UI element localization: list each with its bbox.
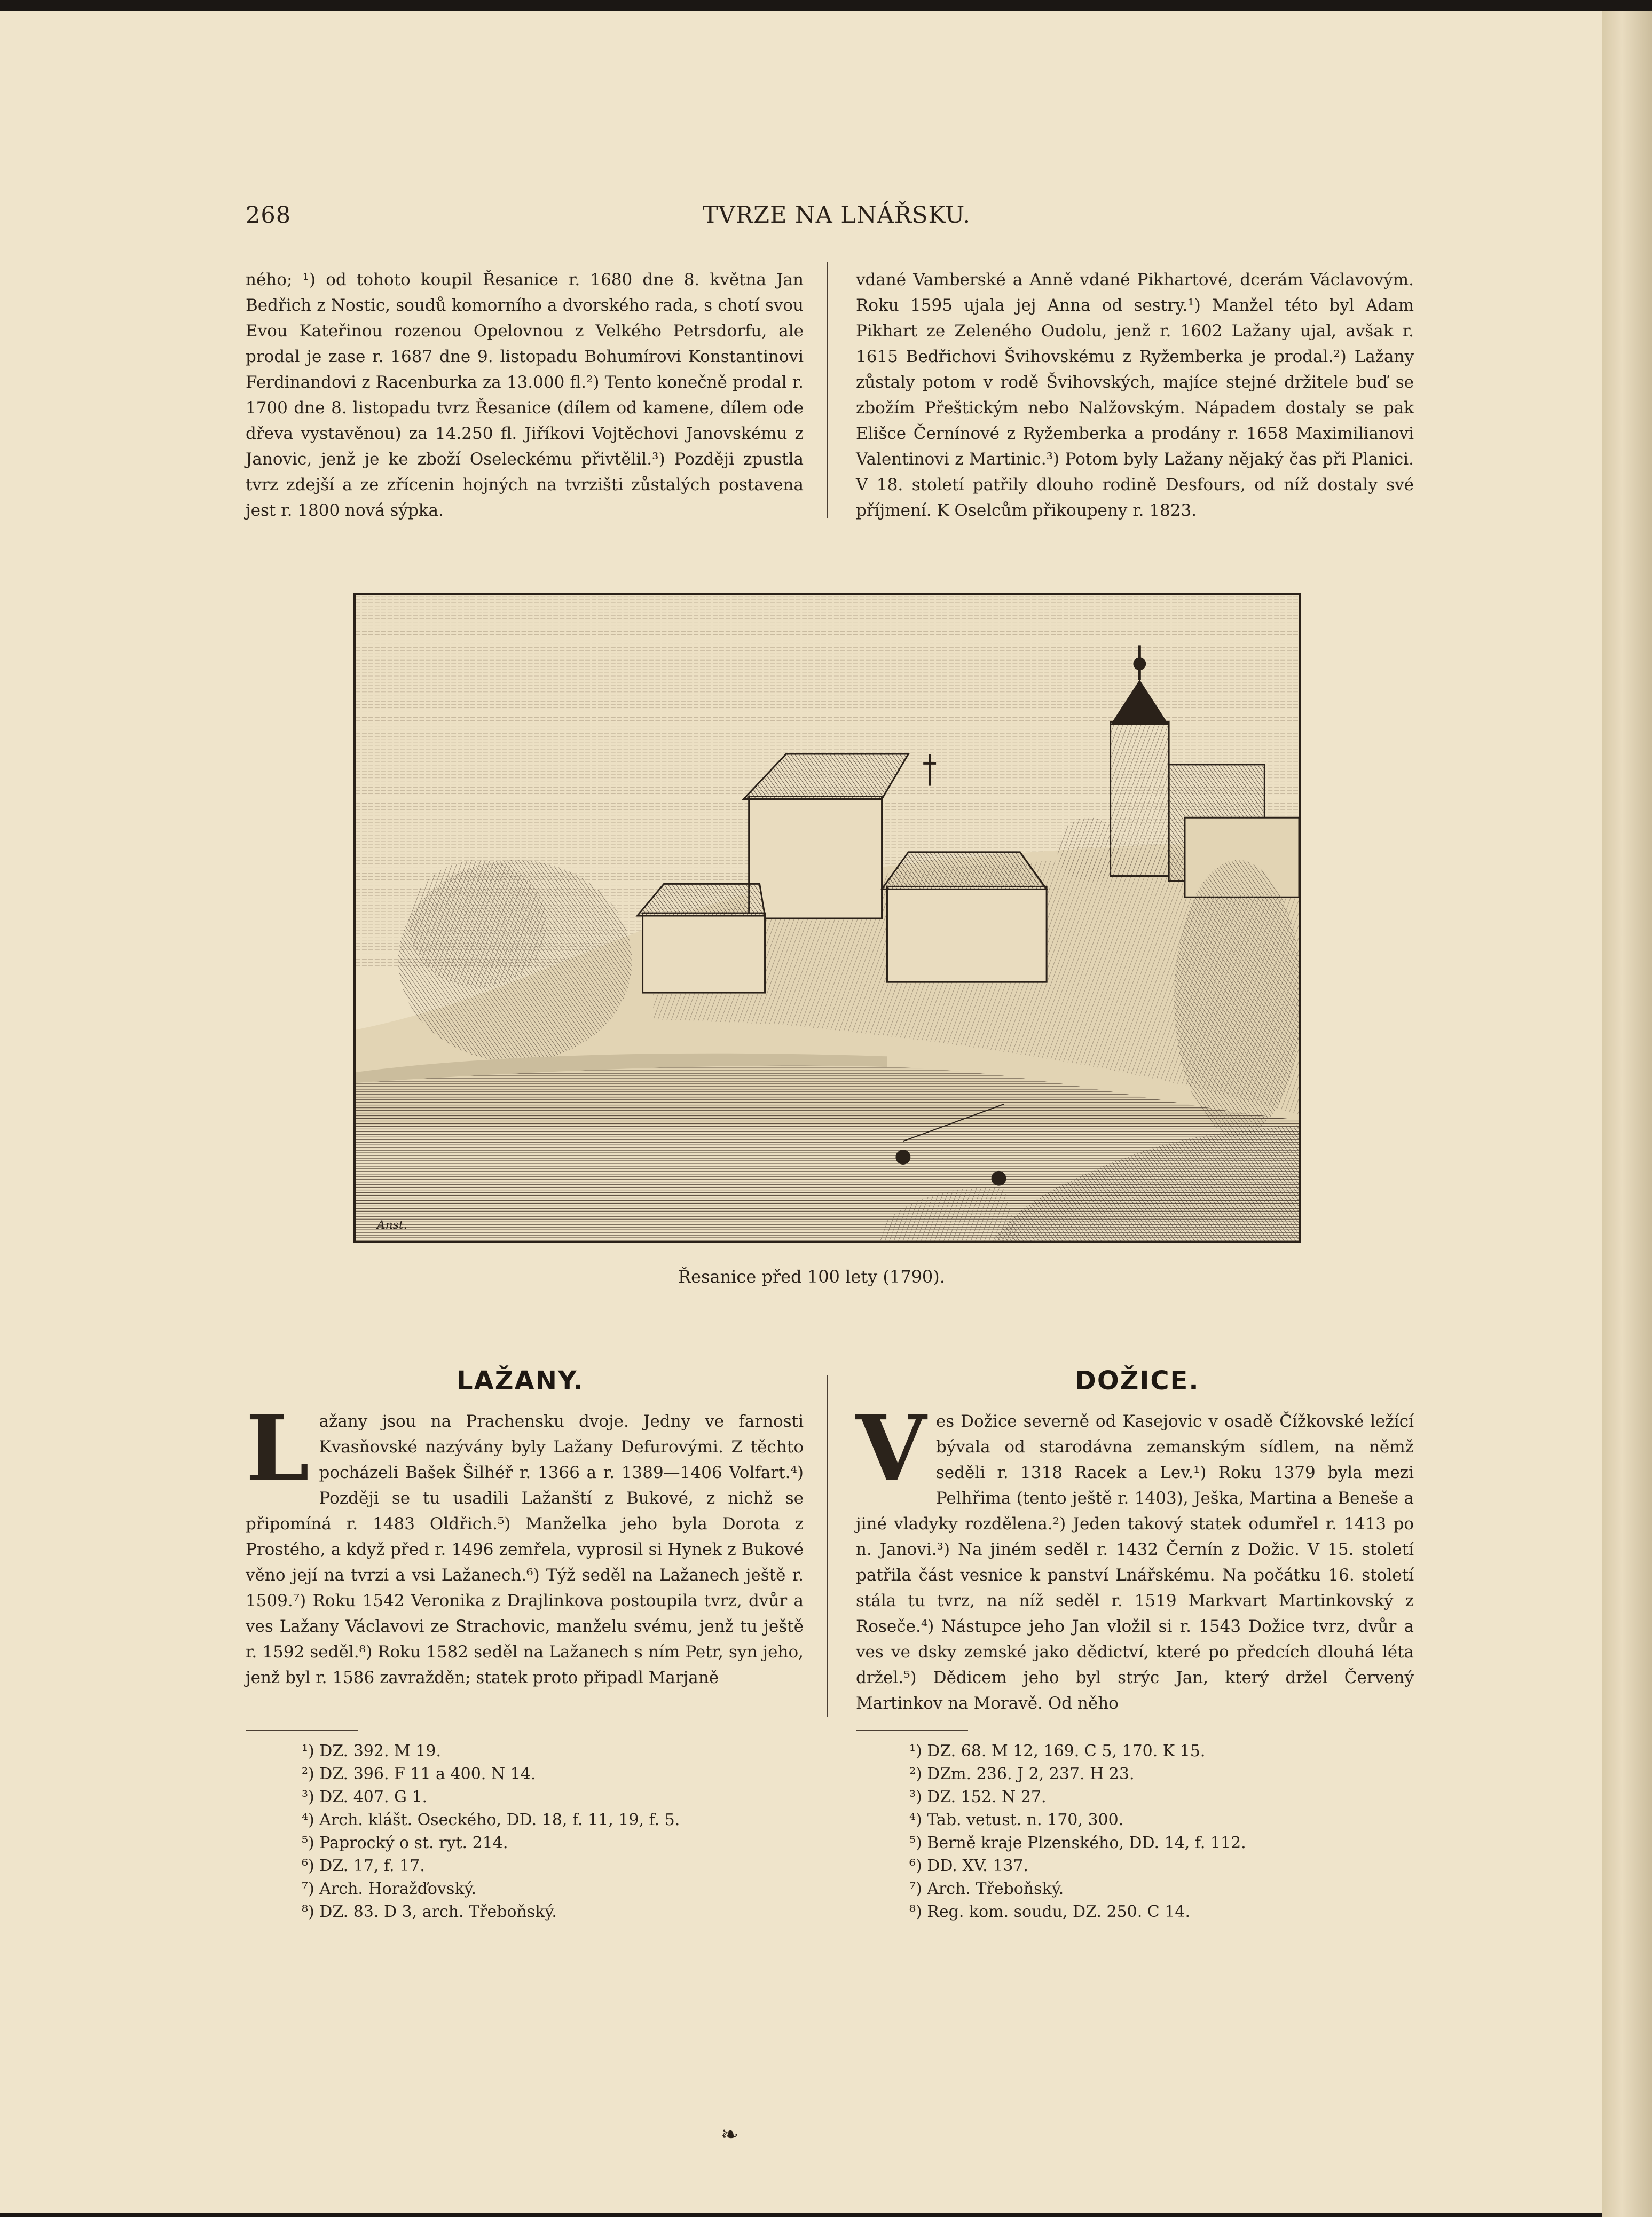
section-title-dozice: DOŽICE. (1075, 1366, 1200, 1396)
dozice-column (856, 1395, 1414, 1716)
engraver-signature: Anst. (376, 1218, 407, 1232)
book-page (0, 11, 1623, 2213)
lazany-paragraph: ažany jsou na Prachensku dvoje. Jedny ve farnosti Kvasňovské nazývány byly Lažany Defurovými. Z těchto pocházeli Bašek Šilhéř r. 1366 a r. 1389—1406 Volfart.⁴) Později se tu usadili Lažanští z Bukové, z nichž se připomíná r. 1483 Oldřich.⁵) Manželka jeho byla Dorota z Prostého, a když před r. 1496 zemřela, vyprosil si Hynek z Bukové věno její na tvrzi a vsi Lažanech.⁶) Týž seděl na Lažanech ještě r. 1509.⁷) Roku 1542 Veronika z Drajlinkova postoupila tvrz, dvůr a ves Lažany Václavovi ze Strachovic, manželu svému, jenž tu ještě r. 1592 seděl.⁸) Roku 1582 seděl na Lažanech s ním Petr, syn jeho, jenž byl r. 1586 zavražděn; statek proto připadl Marjaně (246, 1412, 804, 1687)
footnote-item: ⁴) Tab. vetust. n. 170, 300. (909, 1811, 1124, 1829)
lazany-column (246, 1395, 804, 1691)
footnote-item: ⁶) DZ. 17, f. 17. (302, 1857, 425, 1875)
column-divider-bottom (827, 1375, 828, 1717)
footnote-item: ²) DZm. 236. J 2, 237. H 23. (909, 1765, 1135, 1783)
top-left-paragraph: ného; ¹) od tohoto koupil Řesanice r. 1680 dne 8. května Jan Bedřich z Nostic, soudů komorního a dvorského rada, s chotí svou Evou Kateřinou rozenou Opelovnou z Velkého Petrsdorfu, ale prodal je zase r. 1687 dne 9. listopadu Bohumírovi Konstantinovi Ferdinandovi z Racenburka za 13.000 fl.²) Tento konečně prodal r. 1700 dne 8. listopadu tvrz Řesanice (dílem od kamene, dílem ode dřeva vystavěnou) za 14.250 fl. Jiříkovi Vojtěchovi Janovskému z Janovic, jenž je ke zboží Oseleckému přivtělil.³) Později zpustla tvrz zdejší a ze zřícenin hojných na tvrzišti zůstalých postavena jest r. 1800 nová sýpka. (246, 270, 804, 520)
section-title-lazany: LAŽANY. (457, 1366, 584, 1396)
footnote-item: ⁷) Arch. Třeboňský. (909, 1880, 1064, 1898)
footnote-item: ¹) DZ. 392. M 19. (302, 1742, 442, 1760)
page-number: 268 (246, 202, 292, 229)
footnote-item: ³) DZ. 152. N 27. (909, 1788, 1047, 1806)
footnote-item: ¹) DZ. 68. M 12, 169. C 5, 170. K 15. (909, 1742, 1206, 1760)
footnote-item: ⁸) DZ. 83. D 3, arch. Třeboňský. (302, 1902, 557, 1921)
column-divider-top (827, 262, 828, 518)
footnote-item: ⁸) Reg. kom. soudu, DZ. 250. C 14. (909, 1902, 1190, 1921)
page-edge (1602, 11, 1652, 2217)
dropcap-l: L (246, 1395, 310, 1502)
footnote-item: ²) DZ. 396. F 11 a 400. N 14. (302, 1765, 536, 1783)
top-left-column (246, 267, 804, 523)
footnote-item: ⁵) Paprocký o st. ryt. 214. (302, 1834, 508, 1852)
footnote-item: ⁷) Arch. Horažďovský. (302, 1880, 477, 1898)
footnote-item: ⁵) Berně kraje Plzenského, DD. 14, f. 112. (909, 1834, 1246, 1852)
dozice-paragraph: es Dožice severně od Kasejovic v osadě Čížkovské ležící bývala od starodávna zemanským sídlem, na němž seděli r. 1318 Racek a Lev.¹) Roku 1379 byla mezi Pelhřima (tento ještě r. 1403), Ješka, Martina a Beneše a jiné vladyky rozdělena.²) Jeden takový statek odumřel r. 1413 po n. Janovi.³) Na jiném seděl r. 1432 Černín z Dožic. V 15. století patřila část vesnice k panství Lnářskému. Na počátku 16. století stála tu tvrz, na níž seděl r. 1519 Markvart Martinkovský z Roseče.⁴) Nástupce jeho Jan vložil si r. 1543 Dožice tvrz, dvůr a ves ve dsky zemské jako dědictví, které po předcích dlouhá léta držel.⁵) Dědicem jeho byl strýc Jan, který držel Červený Martinkov na Moravě. Od něho (856, 1412, 1414, 1713)
engraving-illustration (353, 593, 1301, 1243)
footnotes-right (909, 1740, 1246, 1923)
footnote-rule-right (856, 1730, 968, 1731)
running-title: TVRZE NA LNÁŘSKU. (703, 202, 971, 229)
footnote-item: ⁶) DD. XV. 137. (909, 1857, 1029, 1875)
dropcap-v: V (856, 1395, 926, 1502)
top-right-column (856, 267, 1414, 523)
footnote-item: ⁴) Arch. klášt. Oseckého, DD. 18, f. 11, 19, f. 5. (302, 1811, 680, 1829)
figure-caption: Řesanice před 100 lety (1790). (678, 1267, 945, 1287)
footnote-item: ³) DZ. 407. G 1. (302, 1788, 428, 1806)
end-ornament-icon: ❧ (721, 2122, 739, 2147)
top-right-paragraph: vdané Vamberské a Anně vdané Pikhartové, dcerám Václavovým. Roku 1595 ujala jej Anna od sestry.¹) Manžel této byl Adam Pikhart ze Zeleného Oudolu, jenž r. 1602 Lažany ujal, avšak r. 1615 Bedřichovi Švihovskému z Ryžemberka je prodal.²) Lažany zůstaly potom v rodě Švihovských, majíce stejné držitele buď se zbožím Přeštickým nebo Nalžovským. Nápadem dostaly se pak Elišce Černínové z Ryžemberka a prodány r. 1658 Maximilianovi Valentinovi z Martinic.³) Potom byly Lažany nějaký čas při Planici. V 18. století patřily dlouho rodině Desfours, od níž dostaly své příjmení. K Oselcům přikoupeny r. 1823. (856, 270, 1414, 520)
footnotes-left (302, 1740, 680, 1923)
footnote-rule-left (246, 1730, 358, 1731)
